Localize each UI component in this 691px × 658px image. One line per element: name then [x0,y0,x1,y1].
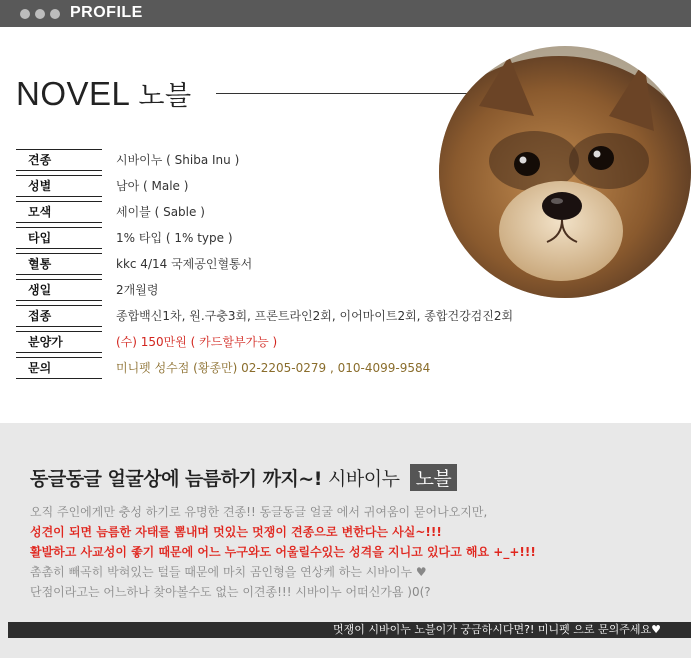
spec-row-contact [16,355,526,381]
promo-line: 촘촘히 빼곡히 박혀있는 털들 때문에 마치 곰인형을 연상케 하는 시바이누 ♥ [30,565,427,579]
spec-label: 모색 [16,201,102,223]
spec-label: 접종 [16,305,102,327]
dot-icon [50,9,60,19]
promo-headline [30,464,457,491]
spec-value: kkc 4/14 국제공인혈통서 [116,257,253,271]
promo-line-highlight: 성견이 되면 늠름한 자태를 뽐내며 멋있는 멋쟁이 견종으로 변한다는 사실~!!! [30,525,442,539]
dot-icon [35,9,45,19]
dog-name-korean: 노블 [138,81,192,112]
spec-label: 분양가 [16,331,102,353]
spec-row-vaccination [16,303,526,329]
promo-line: 단점이라고는 어느하나 찾아볼수도 없는 이견종!!! 시바이누 어떠신가욤 )0(? [30,585,431,599]
window-dots [20,9,60,19]
footer-text: 멋쟁이 시바이누 노블이가 궁금하시다면?! 미니펫 으로 문의주세요♥ [333,623,661,636]
promo-line-highlight: 활발하고 사교성이 좋기 때문에 어느 누구와도 어울릴수있는 성격을 지니고 있다고 해요 +_+!!! [30,545,536,559]
spec-row-sex [16,173,526,199]
dog-name-english: NOVEL [16,75,131,112]
footer-bar [8,622,691,638]
dot-icon [20,9,30,19]
promo-name-badge: 노블 [410,464,458,491]
spec-value: 세이블 ( Sable ) [116,205,205,219]
spec-value: 시바이누 ( Shiba Inu ) [116,153,240,167]
spec-value-contact: 미니펫 성수점 (황종만) 02-2205-0279 , 010-4099-9584 [116,361,431,375]
dog-name-title [16,74,192,113]
spec-value: 종합백신1차, 원.구충3회, 프론트라인2회, 이어마이트2회, 종합건강검진2회 [116,309,514,323]
spec-row-coat [16,199,526,225]
spec-table [16,147,526,381]
spec-label: 문의 [16,357,102,379]
spec-label: 견종 [16,149,102,171]
spec-row-age [16,277,526,303]
spec-value-price: (수) 150만원 ( 카드할부가능 ) [116,335,278,349]
spec-value: 1% 타입 ( 1% type ) [116,231,233,245]
spec-value: 남아 ( Male ) [116,179,189,193]
spec-label: 타입 [16,227,102,249]
spec-value: 2개월령 [116,283,159,297]
spec-row-price [16,329,526,355]
title-divider [216,93,476,94]
promo-line: 오직 주인에게만 충성 하기로 유명한 견종!! 동글동글 얼굴 에서 귀여움이 묻어나오지만, [30,505,488,519]
spec-label: 생일 [16,279,102,301]
spec-label: 혈통 [16,253,102,275]
header-title: PROFILE [70,4,143,21]
profile-header-bar [0,0,691,27]
promo-headline-breed: 시바이누 [328,468,400,490]
spec-row-pedigree [16,251,526,277]
spec-label: 성별 [16,175,102,197]
spec-row-breed [16,147,526,173]
spec-row-type [16,225,526,251]
promo-headline-bold: 동글동글 얼굴상에 늠름하기 까지~! [30,468,322,490]
